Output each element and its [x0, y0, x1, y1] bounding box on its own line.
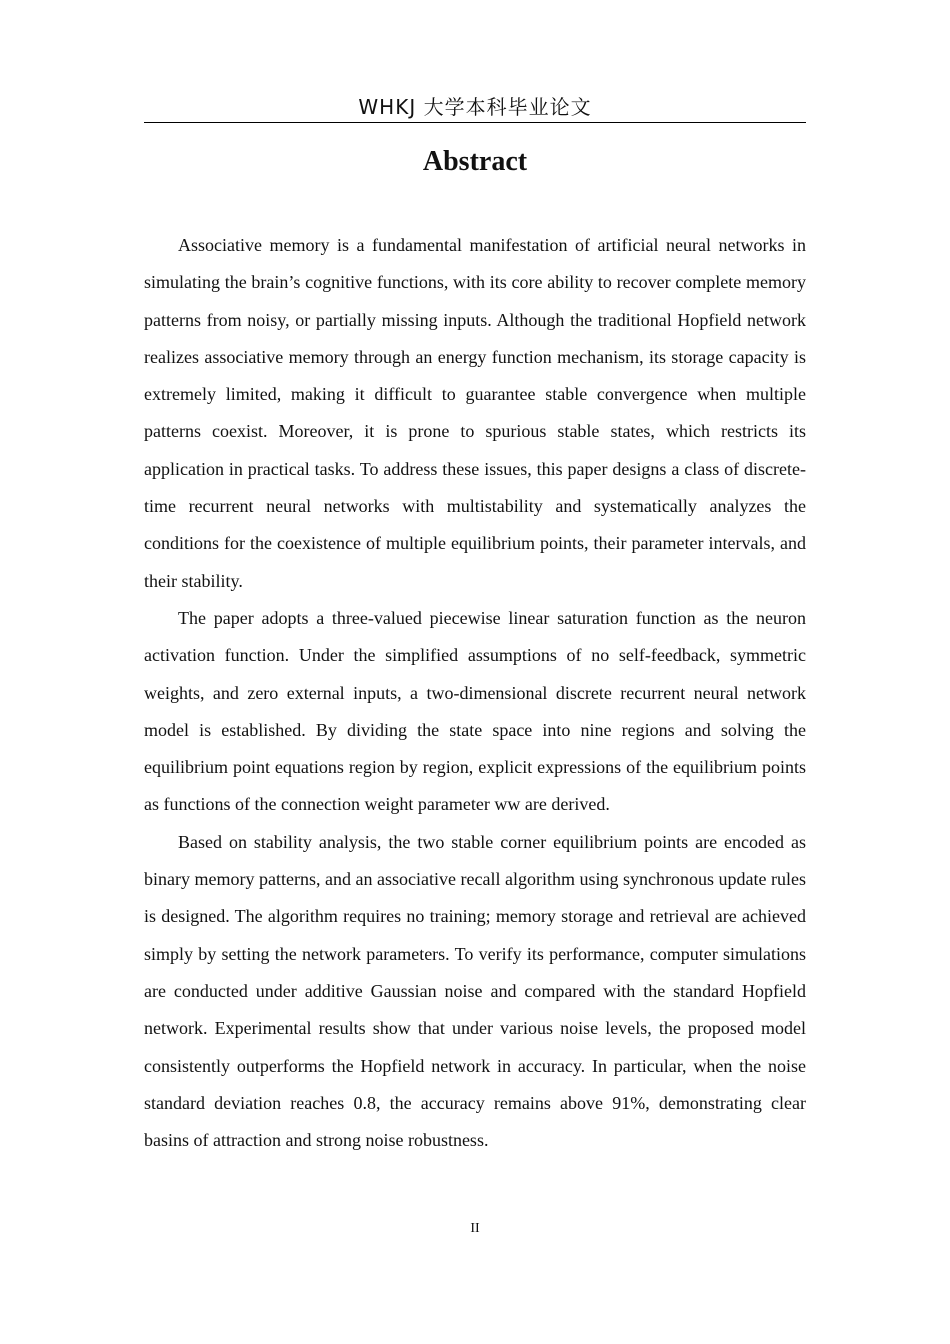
abstract-body	[144, 227, 806, 1159]
page-number: II	[470, 1221, 480, 1236]
abstract-paragraph-1: Associative memory is a fundamental manifestation of artificial neural networks in simulating the brain’s cognitive functions, with its core ability to recover complete memory patterns from noisy, or partially missing inputs. Although the traditional Hopfield network realizes associative memory through an energy function mechanism, its storage capacity is extremely limited, making it difficult to guarantee stable convergence when multiple patterns coexist. Moreover, it is prone to spurious stable states, which restricts its application in practical tasks. To address these issues, this paper designs a class of discrete-time recurrent neural networks with multistability and systematically analyzes the conditions for the coexistence of multiple equilibrium points, their parameter intervals, and their stability.	[144, 235, 806, 591]
abstract-heading: Abstract	[422, 146, 528, 177]
page-header: WHKJ 大学本科毕业论文	[144, 94, 806, 123]
abstract-paragraph-3: Based on stability analysis, the two stable corner equilibrium points are encoded as binary memory patterns, and an associative recall algorithm using synchronous update rules is designed. The algorithm requires no training; memory storage and retrieval are achieved simply by setting the network parameters. To verify its performance, computer simulations are conducted under additive Gaussian noise and compared with the standard Hopfield network. Experimental results show that under various noise levels, the proposed model consistently outperforms the Hopfield network in accuracy. In particular, when the noise standard deviation reaches 0.8, the accuracy remains above 91%, demonstrating clear basins of attraction and strong noise robustness.	[144, 831, 806, 1151]
abstract-paragraph-2: The paper adopts a three-valued piecewise linear saturation function as the neuron activation function. Under the simplified assumptions of no self-feedback, symmetric weights, and zero external inputs, a two-dimensional discrete recurrent neural network model is established. By dividing the state space into nine regions and solving the equilibrium point equations region by region, explicit expressions of the equilibrium points as functions of the connection weight parameter ww are derived.	[144, 607, 806, 815]
